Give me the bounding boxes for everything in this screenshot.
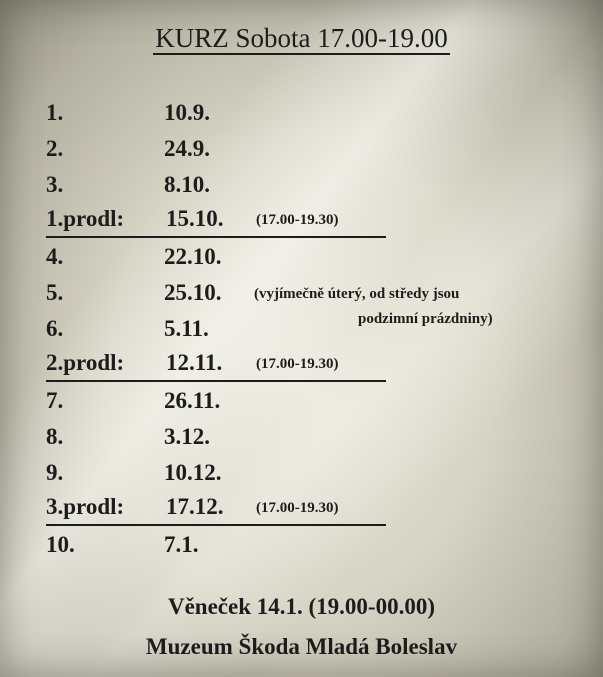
extension-row — [46, 346, 386, 382]
lesson-number: 9. — [46, 460, 64, 485]
lesson-number: 1. — [46, 100, 64, 125]
lesson-date: 25.10. — [164, 280, 222, 305]
lesson-number: 8. — [46, 424, 64, 449]
title-text: KURZ Sobota 17.00-19.00 — [155, 23, 448, 53]
extension-row — [46, 490, 386, 526]
extension-row — [46, 202, 386, 238]
lesson-date: 15.10. — [166, 206, 224, 231]
lesson-date: 24.9. — [164, 136, 210, 161]
venue: Muzeum Škoda Mladá Boleslav — [145, 634, 458, 659]
ball-event: Věneček 14.1. (19.00-00.00) — [167, 594, 435, 619]
lesson-date: 5.11. — [164, 316, 209, 341]
lesson-date: 7.1. — [164, 532, 199, 557]
extension-label: 2.prodl: — [46, 350, 125, 375]
extension-time: (17.00-19.30) — [256, 356, 339, 372]
lesson-date: 3.12. — [164, 424, 210, 449]
lesson-date: 10.9. — [164, 100, 210, 125]
extension-label: 1.prodl: — [46, 206, 125, 231]
extension-label: 3.prodl: — [46, 494, 125, 519]
lesson-number: 2. — [46, 136, 64, 161]
note-line-2: podzimní prázdniny) — [358, 311, 493, 327]
lesson-date: 26.11. — [164, 388, 221, 413]
lesson-date: 12.11. — [166, 350, 223, 375]
lesson-date: 8.10. — [164, 172, 210, 197]
lesson-number: 10. — [46, 532, 75, 557]
lesson-date: 22.10. — [164, 244, 222, 269]
lesson-number: 3. — [46, 172, 64, 197]
lesson-number: 5. — [46, 280, 64, 305]
lesson-date: 10.12. — [164, 460, 222, 485]
extension-time: (17.00-19.30) — [256, 500, 339, 516]
lesson-number: 6. — [46, 316, 64, 341]
lesson-number: 4. — [46, 244, 64, 269]
note-line-1: (vyjímečně úterý, od středy jsou — [254, 286, 460, 302]
lesson-date: 17.12. — [166, 494, 224, 519]
page-title — [0, 22, 603, 54]
lesson-number: 7. — [46, 388, 64, 413]
extension-time: (17.00-19.30) — [256, 212, 339, 228]
